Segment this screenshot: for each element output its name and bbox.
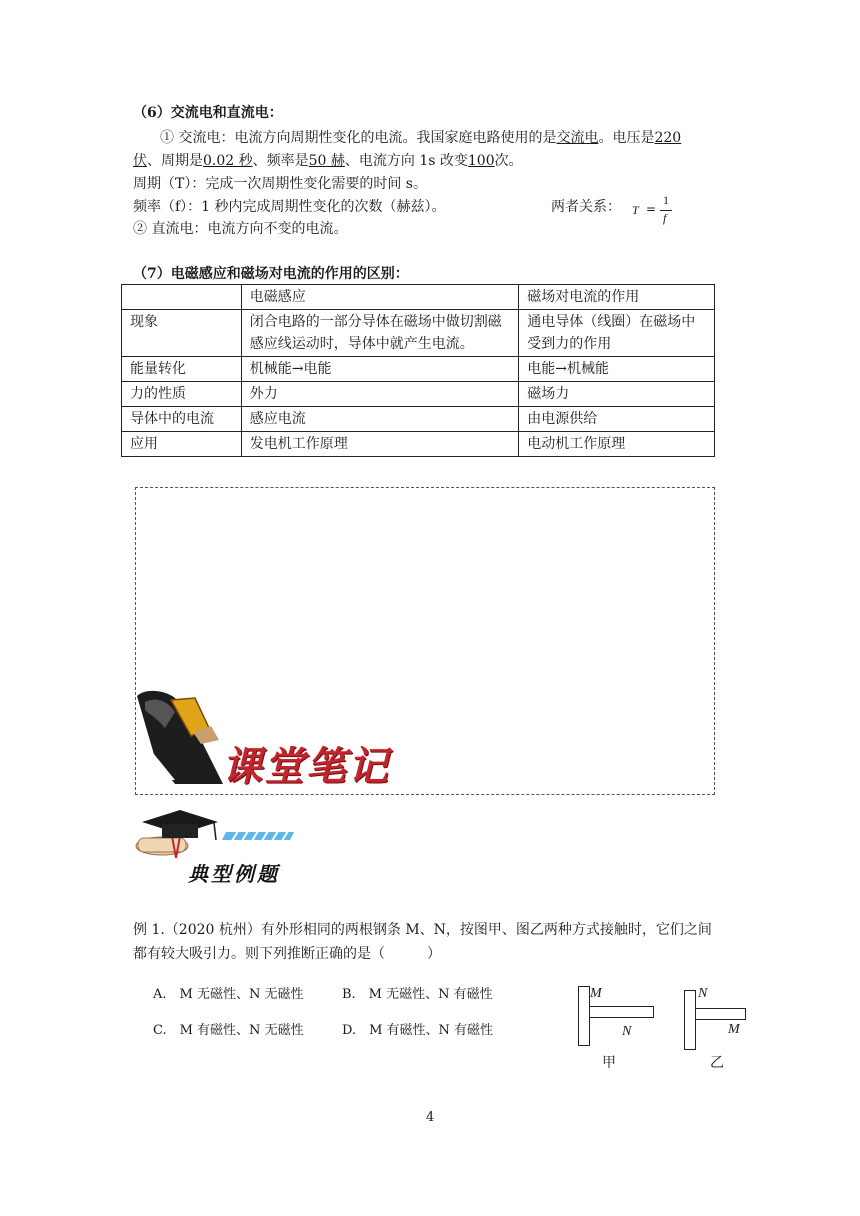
table-row <box>122 357 715 382</box>
table-cell: 现象 <box>122 310 242 357</box>
jia-horizontal-bar <box>589 1006 654 1018</box>
table-header-cell: 电磁感应 <box>241 285 519 310</box>
table-cell: 力的性质 <box>122 382 242 407</box>
ac-line-2: 伏、周期是0.02 秒、频率是50 赫、电流方向 1s 改变100次。 <box>133 153 523 169</box>
ac-line-1: ① 交流电：电流方向周期性变化的电流。我国家庭电路使用的是交流电。电压是220 <box>160 130 682 146</box>
table-row <box>122 432 715 457</box>
table-row <box>122 382 715 407</box>
table-cell: 电能→机械能 <box>519 357 715 382</box>
table-cell: 通电导体（线圈）在磁场中受到力的作用 <box>519 310 715 357</box>
dc-line: ② 直流电：电流方向不变的电流。 <box>133 221 348 237</box>
option-a[interactable]: A. M 无磁性、N 无磁性 <box>153 987 304 1002</box>
relation-label: 两者关系： <box>551 199 621 215</box>
table-cell: 发电机工作原理 <box>241 432 519 457</box>
formula-numerator: 1 <box>663 193 669 207</box>
table-row <box>122 407 715 432</box>
table-header-cell <box>122 285 242 310</box>
table-cell: 应用 <box>122 432 242 457</box>
figure-jia <box>574 984 664 1074</box>
frequency-definition: 频率（f）：1 秒内完成周期性变化的次数（赫兹）。 <box>133 199 446 215</box>
graduation-cap-icon <box>132 808 302 860</box>
option-c[interactable]: C. M 有磁性、N 无磁性 <box>153 1023 304 1038</box>
table-cell: 导体中的电流 <box>122 407 242 432</box>
example1-stem-line2: 都有较大吸引力。则下列推断正确的是（ ） <box>133 946 441 962</box>
formula-denominator: f <box>663 211 667 225</box>
figure-yi <box>680 984 770 1074</box>
period-frequency-formula <box>630 195 680 231</box>
table-cell: 外力 <box>241 382 519 407</box>
jia-top-label: M <box>590 986 602 1001</box>
yi-vertical-bar <box>684 990 696 1050</box>
section7-heading: （7）电磁感应和磁场对电流的作用的区别： <box>133 266 409 282</box>
yi-caption: 乙 <box>710 1055 724 1071</box>
typical-examples-title: 典型例题 <box>188 862 280 886</box>
comparison-table <box>121 284 715 457</box>
page-number: 4 <box>426 1110 435 1125</box>
period-definition: 周期（T）：完成一次周期性变化需要的时间 s。 <box>133 176 427 192</box>
option-d[interactable]: D. M 有磁性、N 有磁性 <box>342 1023 494 1038</box>
table-row <box>122 310 715 357</box>
table-cell: 电动机工作原理 <box>519 432 715 457</box>
table-cell: 能量转化 <box>122 357 242 382</box>
section6-heading: （6）交流电和直流电： <box>133 105 283 121</box>
yi-top-label: N <box>698 986 708 1001</box>
table-header-cell: 磁场对电流的作用 <box>519 285 715 310</box>
table-cell: 闭合电路的一部分导体在磁场中做切割磁感应线运动时，导体中就产生电流。 <box>241 310 519 357</box>
jia-bar-label: N <box>622 1024 632 1039</box>
table-cell: 感应电流 <box>241 407 519 432</box>
jia-caption: 甲 <box>602 1055 616 1071</box>
yi-bar-label: M <box>728 1022 740 1037</box>
class-notes-title: 课堂笔记 <box>222 743 390 790</box>
formula-equals: = <box>646 202 657 216</box>
table-cell: 由电源供给 <box>519 407 715 432</box>
table-cell: 磁场力 <box>519 382 715 407</box>
yi-horizontal-bar <box>695 1008 746 1020</box>
table-header-row <box>122 285 715 310</box>
example1-stem-line1: 例 1.（2020 杭州）有外形相同的两根钢条 M、N，按图甲、图乙两种方式接触时，它们之间 <box>133 922 712 938</box>
formula-lhs: T <box>632 203 639 217</box>
pencil-hand-icon <box>135 688 225 788</box>
table-cell: 机械能→电能 <box>241 357 519 382</box>
option-b[interactable]: B. M 无磁性、N 有磁性 <box>342 987 493 1002</box>
